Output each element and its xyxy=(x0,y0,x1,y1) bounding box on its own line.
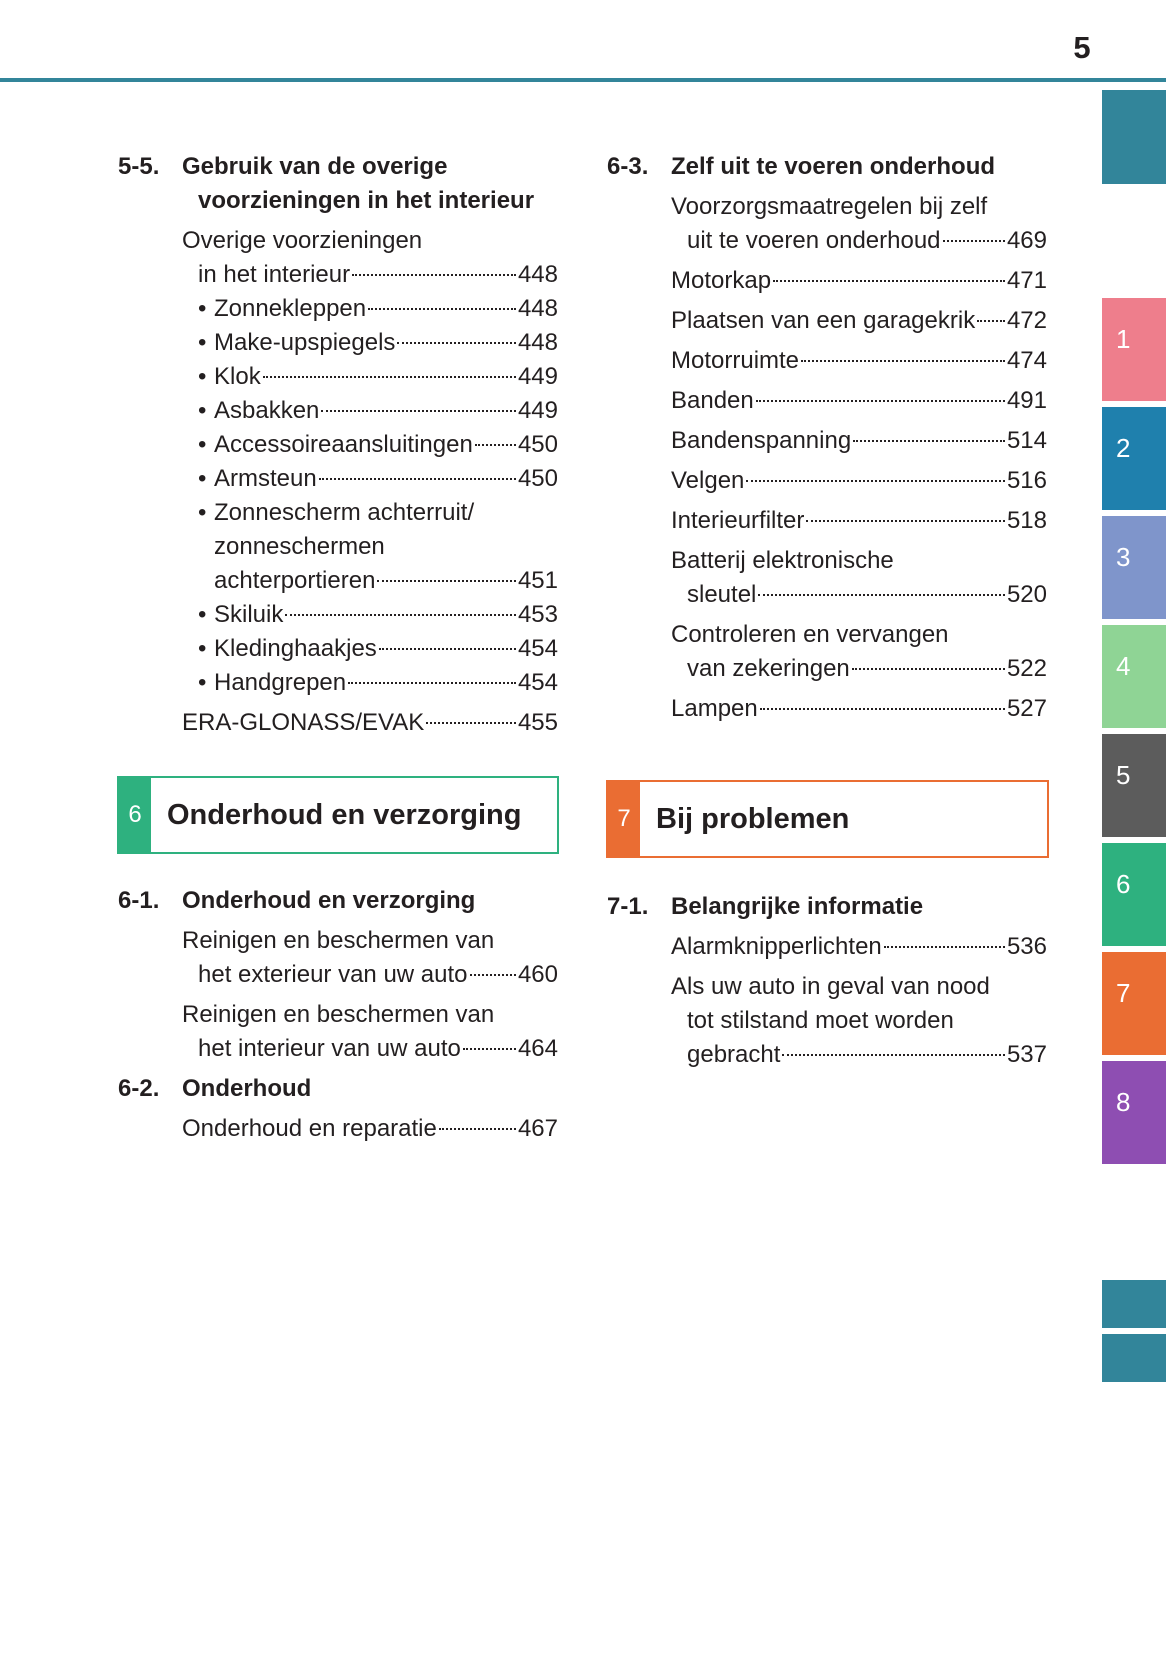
toc-page-number: 464 xyxy=(517,1035,558,1062)
toc-bullet-entry[interactable] xyxy=(198,462,558,496)
leader-dots xyxy=(801,360,1005,362)
toc-entry[interactable] xyxy=(671,692,1047,726)
right-column-lower xyxy=(607,890,1047,1072)
chapter-tab-4[interactable]: 4 xyxy=(1102,625,1166,728)
leader-dots xyxy=(463,1048,516,1050)
toc-entry-label: Zonnescherm achterruit/ xyxy=(214,499,475,526)
toc-entry-label: het interieur van uw auto xyxy=(198,1035,461,1062)
leader-dots xyxy=(853,440,1005,442)
chapter-number: 7 xyxy=(608,782,640,856)
toc-entry[interactable] xyxy=(671,344,1047,378)
leader-dots xyxy=(977,320,1005,322)
toc-entry[interactable] xyxy=(671,464,1047,498)
toc-page-number: 527 xyxy=(1006,695,1047,722)
toc-entry-label: achterportieren xyxy=(214,567,376,594)
toc-entry-label: Armsteun xyxy=(214,465,317,492)
toc-page-number: 536 xyxy=(1006,933,1047,960)
left-column-lower xyxy=(118,884,558,1146)
toc-entry-label: Reinigen en beschermen van xyxy=(182,1001,495,1028)
toc-page-number: 453 xyxy=(517,601,558,628)
toc-page-number: 472 xyxy=(1006,307,1047,334)
chapter-tab-2[interactable]: 2 xyxy=(1102,407,1166,510)
leader-dots xyxy=(352,274,516,276)
toc-page-number: 474 xyxy=(1006,347,1047,374)
toc-bullet-entry[interactable] xyxy=(198,666,558,700)
toc-entry-label: Onderhoud en reparatie xyxy=(182,1115,437,1142)
chapter-tab-8[interactable]: 8 xyxy=(1102,1061,1166,1164)
toc-entry[interactable] xyxy=(671,504,1047,538)
toc-bullet-entry[interactable] xyxy=(198,598,558,632)
section-title-line: Onderhoud xyxy=(182,1075,312,1102)
toc-entry-label: Make-upspiegels xyxy=(214,329,396,356)
toc-page-number: 448 xyxy=(517,261,558,288)
section-6-2-title xyxy=(118,1072,558,1106)
toc-page-number: 520 xyxy=(1006,581,1047,608)
toc-entry-label: Zonnekleppen xyxy=(214,295,367,322)
bullet-icon: • xyxy=(198,295,207,322)
chapter-tab-3[interactable]: 3 xyxy=(1102,516,1166,619)
section-number: 6-1. xyxy=(118,887,160,914)
toc-entry[interactable] xyxy=(671,264,1047,298)
section-title-line: Zelf uit te voeren onderhoud xyxy=(671,153,996,180)
toc-entry-label: Als uw auto in geval van nood xyxy=(671,973,990,1000)
toc-entry[interactable] xyxy=(182,224,558,292)
toc-page-number: 537 xyxy=(1006,1041,1047,1068)
toc-page-number: 460 xyxy=(517,961,558,988)
toc-page-number: 454 xyxy=(517,669,558,696)
leader-dots xyxy=(806,520,1005,522)
leader-dots xyxy=(263,376,516,378)
leader-dots xyxy=(368,308,516,310)
toc-page-number: 522 xyxy=(1006,655,1047,682)
bullet-icon: • xyxy=(198,397,207,424)
toc-entry-label: ERA-GLONASS/EVAK xyxy=(182,709,425,736)
chapter-tab-1[interactable]: 1 xyxy=(1102,298,1166,401)
toc-entry-label: Skiluik xyxy=(214,601,284,628)
section-title-line: Belangrijke informatie xyxy=(671,893,924,920)
section-6-3-title xyxy=(607,150,1047,184)
leader-dots xyxy=(321,410,516,412)
toc-entry[interactable] xyxy=(182,998,558,1066)
section-number: 6-2. xyxy=(118,1075,160,1102)
section-6-1-title xyxy=(118,884,558,918)
bullet-icon: • xyxy=(198,499,207,526)
section-title-line: Onderhoud en verzorging xyxy=(182,887,476,914)
toc-entry-label: in het interieur xyxy=(198,261,351,288)
toc-entry-label: Batterij elektronische xyxy=(671,547,894,574)
section-number: 6-3. xyxy=(607,153,649,180)
leader-dots xyxy=(397,342,516,344)
toc-entry-label: gebracht xyxy=(687,1041,781,1068)
leader-dots xyxy=(439,1128,516,1130)
leader-dots xyxy=(475,444,516,446)
right-column xyxy=(607,150,1047,726)
toc-entry-label: Bandenspanning xyxy=(671,427,852,454)
toc-entry[interactable] xyxy=(671,544,1047,612)
chapter-number: 6 xyxy=(119,778,151,852)
toc-page-number: 448 xyxy=(517,329,558,356)
toc-entry-label: zonneschermen xyxy=(214,533,385,560)
leader-dots xyxy=(426,722,516,724)
toc-page-number: 449 xyxy=(517,397,558,424)
leader-dots xyxy=(852,668,1005,670)
chapter-6-heading[interactable] xyxy=(117,776,559,854)
bullet-icon: • xyxy=(198,635,207,662)
chapter-tab-blank-top[interactable] xyxy=(1102,90,1166,184)
toc-entry[interactable] xyxy=(671,304,1047,338)
leader-dots xyxy=(348,682,516,684)
toc-page-number: 450 xyxy=(517,465,558,492)
section-7-1-title xyxy=(607,890,1047,924)
toc-bullet-entry[interactable] xyxy=(198,292,558,326)
toc-entry[interactable] xyxy=(182,924,558,992)
chapter-tab-blank-bottom[interactable] xyxy=(1102,1334,1166,1382)
toc-entry-label: Kledinghaakjes xyxy=(214,635,377,662)
toc-entry-label: Klok xyxy=(214,363,261,390)
leader-dots xyxy=(760,708,1005,710)
leader-dots xyxy=(758,594,1005,596)
toc-entry[interactable] xyxy=(671,384,1047,418)
toc-entry-label: het exterieur van uw auto xyxy=(198,961,468,988)
toc-entry[interactable] xyxy=(671,618,1047,686)
toc-entry[interactable] xyxy=(182,706,558,740)
toc-entry[interactable] xyxy=(671,424,1047,458)
toc-page-number: 516 xyxy=(1006,467,1047,494)
toc-entry-label: sleutel xyxy=(687,581,757,608)
toc-entry-label: tot stilstand moet worden xyxy=(687,1007,954,1034)
toc-entry-label: Reinigen en beschermen van xyxy=(182,927,495,954)
bullet-icon: • xyxy=(198,363,207,390)
toc-page-number: 449 xyxy=(517,363,558,390)
section-5-5-title xyxy=(118,150,558,218)
toc-entry[interactable] xyxy=(671,930,1047,964)
bullet-icon: • xyxy=(198,431,207,458)
toc-page-number: 469 xyxy=(1006,227,1047,254)
leader-dots xyxy=(319,478,516,480)
toc-entry-label: Lampen xyxy=(671,695,758,722)
toc-entry-label: Banden xyxy=(671,387,754,414)
toc-page-number: 491 xyxy=(1006,387,1047,414)
toc-page-number: 518 xyxy=(1006,507,1047,534)
toc-entry-label: Handgrepen xyxy=(214,669,347,696)
toc-entry[interactable] xyxy=(671,190,1047,258)
toc-entry[interactable] xyxy=(671,970,1047,1072)
toc-bullet-entry[interactable] xyxy=(198,496,558,598)
toc-entry-label: Velgen xyxy=(671,467,745,494)
section-number: 7-1. xyxy=(607,893,649,920)
section-number: 5-5. xyxy=(118,153,160,180)
leader-dots xyxy=(884,946,1005,948)
toc-entry-label: Overige voorzieningen xyxy=(182,227,423,254)
leader-dots xyxy=(377,580,516,582)
chapter-tab-blank-index[interactable] xyxy=(1102,1280,1166,1328)
left-column xyxy=(118,150,558,740)
leader-dots xyxy=(756,400,1005,402)
toc-page-number: 471 xyxy=(1006,267,1047,294)
chapter-title: Bij problemen xyxy=(656,803,850,835)
leader-dots xyxy=(285,614,516,616)
chapter-tab-7[interactable]: 7 xyxy=(1102,952,1166,1055)
toc-page-number: 467 xyxy=(517,1115,558,1142)
toc-page-number: 454 xyxy=(517,635,558,662)
leader-dots xyxy=(379,648,516,650)
toc-page-number: 451 xyxy=(517,567,558,594)
page-number: 5 xyxy=(1073,30,1091,65)
chapter-tab-6[interactable]: 6 xyxy=(1102,843,1166,946)
leader-dots xyxy=(943,240,1005,242)
toc-entry-label: van zekeringen xyxy=(687,655,850,682)
bullet-icon: • xyxy=(198,329,207,356)
toc-page-number: 514 xyxy=(1006,427,1047,454)
section-title-line: voorzieningen in het interieur xyxy=(198,187,535,214)
leader-dots xyxy=(470,974,516,976)
section-title-line: Gebruik van de overige xyxy=(182,153,448,180)
leader-dots xyxy=(773,280,1005,282)
bullet-icon: • xyxy=(198,465,207,492)
chapter-title: Onderhoud en verzorging xyxy=(167,799,522,831)
toc-entry-label: Motorkap xyxy=(671,267,772,294)
toc-entry-label: uit te voeren onderhoud xyxy=(687,227,941,254)
leader-dots xyxy=(782,1054,1005,1056)
toc-bullet-entry[interactable] xyxy=(198,360,558,394)
toc-page-number: 448 xyxy=(517,295,558,322)
toc-entry-label: Motorruimte xyxy=(671,347,800,374)
toc-bullet-entry[interactable] xyxy=(198,394,558,428)
toc-entry-label: Interieurfilter xyxy=(671,507,805,534)
toc-page-number: 455 xyxy=(517,709,558,736)
bullet-icon: • xyxy=(198,669,207,696)
chapter-7-heading[interactable] xyxy=(606,780,1049,858)
toc-entry-label: Accessoireaansluitingen xyxy=(214,431,473,458)
chapter-tab-5[interactable]: 5 xyxy=(1102,734,1166,837)
toc-entry-label: Controleren en vervangen xyxy=(671,621,949,648)
header-rule xyxy=(0,78,1166,82)
toc-page-number: 450 xyxy=(517,431,558,458)
toc-entry-label: Voorzorgsmaatregelen bij zelf xyxy=(671,193,988,220)
toc-entry-label: Asbakken xyxy=(214,397,320,424)
toc-entry-label: Plaatsen van een garagekrik xyxy=(671,307,976,334)
toc-entry-label: Alarmknipperlichten xyxy=(671,933,882,960)
leader-dots xyxy=(746,480,1005,482)
toc-bullet-entry[interactable] xyxy=(198,632,558,666)
toc-bullet-entry[interactable] xyxy=(198,428,558,462)
toc-entry[interactable] xyxy=(182,1112,558,1146)
bullet-icon: • xyxy=(198,601,207,628)
toc-bullet-entry[interactable] xyxy=(198,326,558,360)
